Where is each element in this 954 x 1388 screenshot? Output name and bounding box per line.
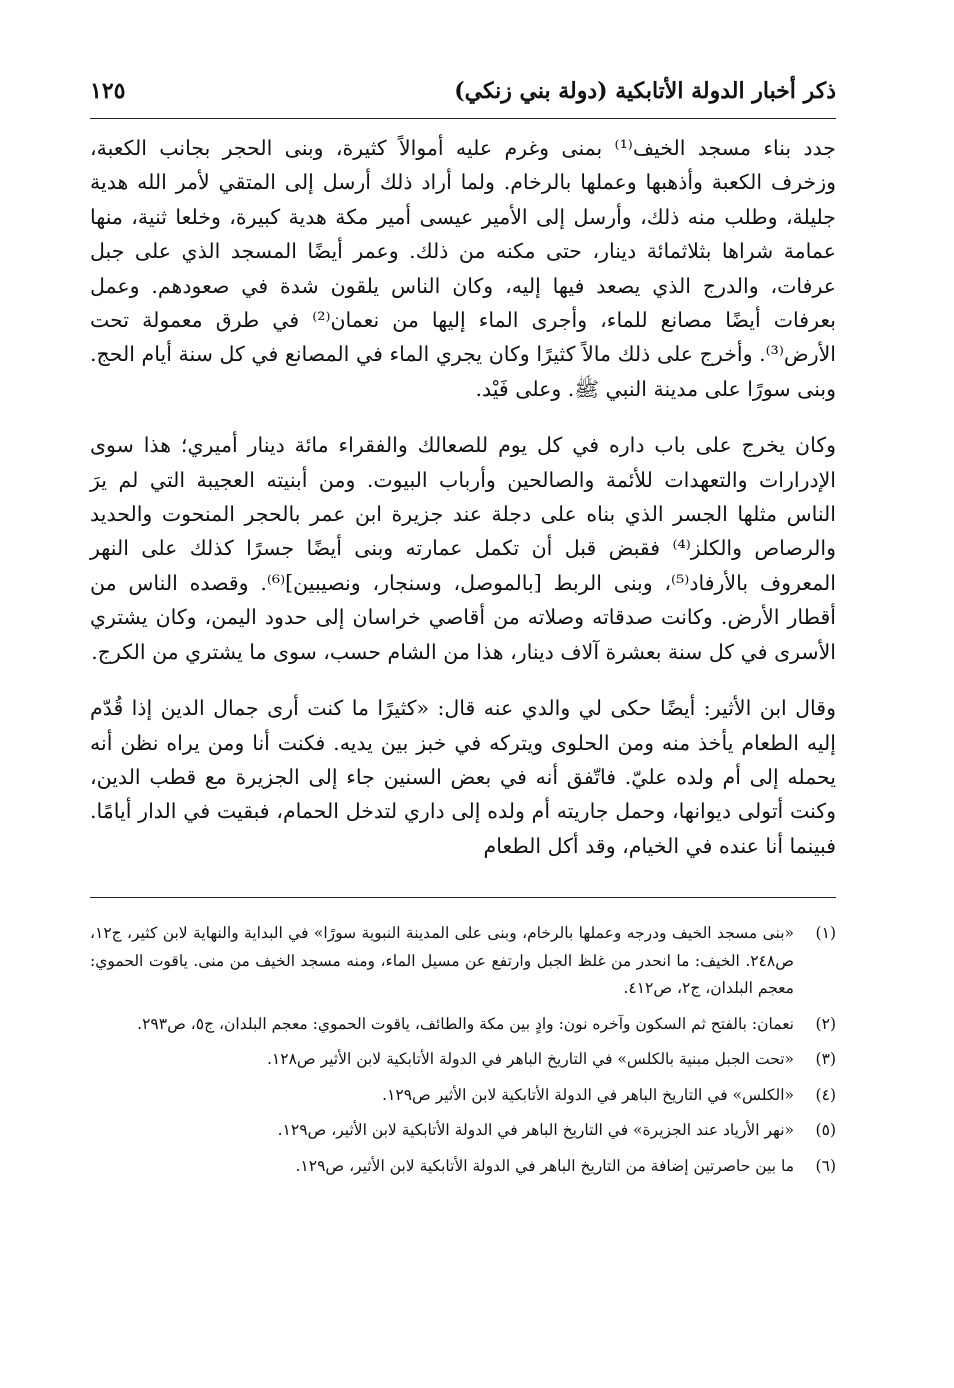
paragraph: وكان يخرج على باب داره في كل يوم للصعالك والفقراء مائة دينار أميري؛ هذا سوى الإدرارات والتعهدات للأئمة والصالحين وأرباب البيوت. ومن أبنيته العجيبة التي لم يرَ الناس مثلها الجسر الذي بناه على دجلة عند جزيرة ابن عمر بالحجر المنحوت والحديد والرصاص والكلز⁽⁴⁾ فقبض قبل أن تكمل عمارته وبنى أيضًا جسرًا كذلك على النهر المعروف بالأرفاد⁽⁵⁾، وبنى الربط [بالموصل، وسنجار، ونصيبين]⁽⁶⁾. وقصده الناس من أقطار الأرض. وكانت صدقاته وصلاته من أقاصي خراسان إلى حدود اليمن، وكان يشتري الأسرى في كل سنة بعشرة آلاف دينار، هذا من الشام حسب، سوى ما يشتري من الكرج. [90, 433, 836, 664]
footnote-number: (٢) [815, 1014, 836, 1033]
paragraph: جدد بناء مسجد الخيف⁽¹⁾ بمنى وغرم عليه أموالاً كثيرة، وبنى الحجر بجانب الكعبة، وزخرف الكعبة وأذهبها وعملها بالرخام. ولما أراد ذلك أرسل إلى المتقي لأمر الله هدية جليلة، وطلب منه ذلك، وأرسل إلى الأمير عيسى أمير مكة هدية كبيرة، وخلعا ثنية، منها عمامة شراها بثلاثمائة دينار، حتى مكنه من ذلك. وعمر أيضًا المسجد الذي على جبل عرفات، والدرج الذي يصعد فيها إليه، وكان الناس يلقون شدة في صعودهم. وعمل بعرفات أيضًا مصانع للماء، وأجرى الماء إليها من نعمان⁽²⁾ في طرق معمولة تحت الأرض⁽³⁾. وأخرج على ذلك مالاً كثيرًا وكان يجري الماء في المصانع في كل سنة أيام الحج. وبنى سورًا على مدينة النبي ﷺ. وعلى فَيْد. [90, 136, 836, 401]
footnote-number: (٦) [815, 1156, 836, 1175]
footnote-text: «بنى مسجد الخيف ودرجه وعملها بالرخام، وبنى على المدينة النبوية سورًا» في البداية والنهاية لابن كثير، ج١٢، ص٢٤٨. الخيف: ما انحدر من غلظ الجبل وارتفع عن مسيل الماء، ومنه مسجد الخيف من منى. ياقوت الحموي: معجم البلدان، ج٢، ص٤١٢. [90, 924, 794, 998]
footnote-text: «الكلس» في التاريخ الباهر في الدولة الأتابكية لابن الأثير ص١٢٩. [382, 1085, 794, 1104]
paragraph: وقال ابن الأثير: أيضًا حكى لي والدي عنه قال: «كثيرًا ما كنت أرى جمال الدين إذا قُدّم إليه الطعام يأخذ منه ومن الحلوى ويتركه في خبز بين يديه. فكنت أنا ومن يراه نظن أنه يحمله إلى أم ولده عليّ. فاتّفق أنه في بعض السنين جاء إلى الجزيرة مع قطب الدين، وكنت أتولى ديوانها، وحمل جاريته أم ولده إلى داري لتدخل الحمام، فبقيت في الدار أيامًا. فبينما أنا عنده في الخيام، وقد أكل الطعام [90, 696, 836, 858]
footnote-text: «تحت الجبل مبنية بالكلس» في التاريخ الباهر في الدولة الأتابكية لابن الأثير ص١٢٨. [266, 1050, 794, 1069]
footnote-number: (٥) [815, 1121, 836, 1140]
footnote [90, 920, 836, 1003]
footnote-number: (٤) [815, 1085, 836, 1104]
page-header [90, 78, 836, 119]
footnote-number: (١) [815, 924, 836, 943]
footnote-separator [90, 897, 836, 898]
footnote-number: (٣) [815, 1050, 836, 1069]
footnote [90, 1046, 836, 1074]
footnote-text: ما بين حاصرتين إضافة من التاريخ الباهر في الدولة الأتابكية لابن الأثير، ص١٢٩. [295, 1156, 794, 1175]
footnote [90, 1153, 836, 1181]
footnotes [90, 920, 836, 1180]
footnote-text: نعمان: بالفتح ثم السكون وآخره نون: وادٍ بين مكة والطائف، ياقوت الحموي: معجم البلدان، ج٥، ص٢٩٣. [137, 1014, 794, 1033]
page-number: ١٢٥ [90, 78, 126, 104]
footnote [90, 1117, 836, 1145]
main-text [90, 131, 836, 863]
running-title: ذكر أخبار الدولة الأتابكية (دولة بني زنكي) [454, 78, 836, 104]
footnote [90, 1011, 836, 1039]
footnote [90, 1082, 836, 1110]
footnote-text: «نهر الأرياد عند الجزيرة» في التاريخ الباهر في الدولة الأتابكية لابن الأثير، ص١٢٩. [277, 1121, 794, 1140]
